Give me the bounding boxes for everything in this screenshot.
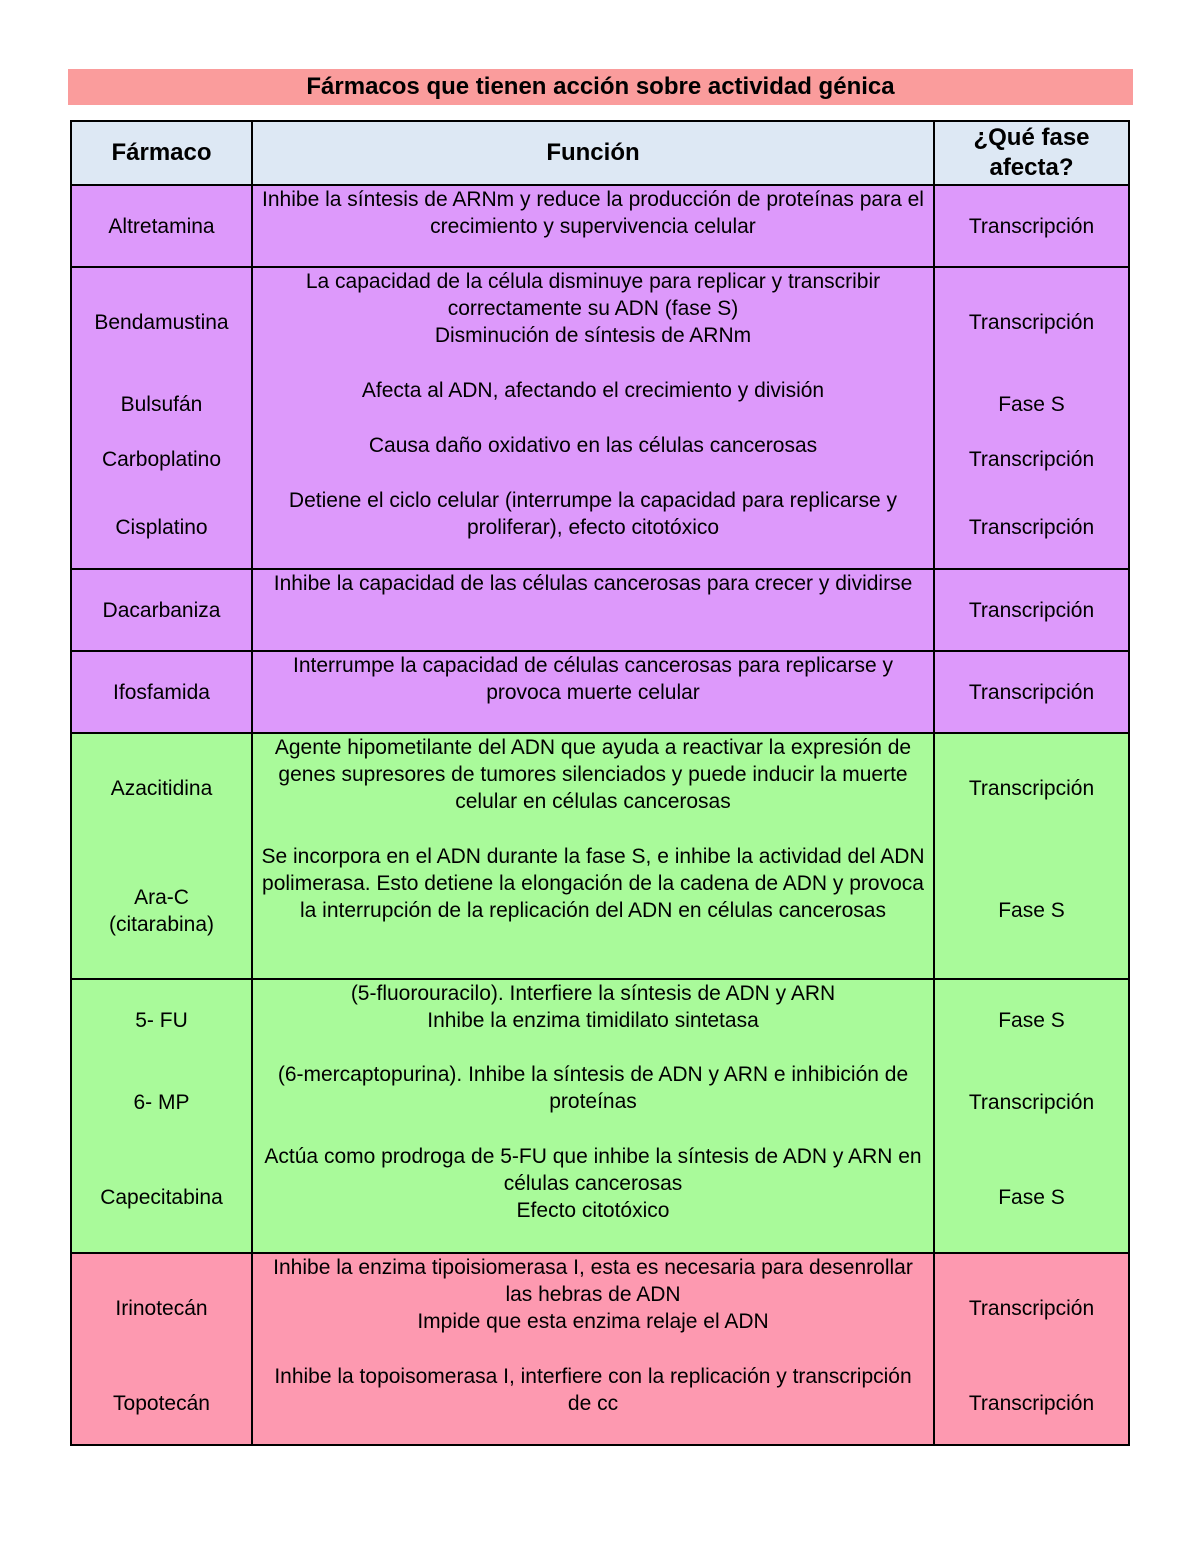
function-cell: Afecta al ADN, afectando el crecimiento y división: [252, 377, 934, 432]
drug-cell: Ifosfamida: [71, 651, 252, 733]
table-row: [71, 1143, 1129, 1253]
function-cell: Interrumpe la capacidad de células cancerosas para replicarse y provoca muerte celular: [252, 651, 934, 733]
function-cell: Agente hipometilante del ADN que ayuda a reactivar la expresión de genes supresores de tumores silenciados y puede inducir la muerte celular en células cancerosas: [252, 733, 934, 843]
drug-cell: 6- MP: [71, 1061, 252, 1143]
phase-cell: Fase S: [934, 377, 1129, 432]
drug-cell: Capecitabina: [71, 1143, 252, 1253]
table-row: [71, 1061, 1129, 1143]
table-row: [71, 979, 1129, 1061]
phase-cell: Transcripción: [934, 487, 1129, 569]
function-cell: La capacidad de la célula disminuye para replicar y transcribir correctamente su ADN (fase S) Disminución de síntesis de ARNm: [252, 267, 934, 377]
drug-cell: 5- FU: [71, 979, 252, 1061]
phase-cell: Transcripción: [934, 651, 1129, 733]
page-title: Fármacos que tienen acción sobre actividad génica: [68, 69, 1133, 105]
phase-cell: Fase S: [934, 843, 1129, 979]
function-cell: Inhibe la enzima tipoisiomerasa I, esta es necesaria para desenrollar las hebras de ADN Impide que esta enzima relaje el ADN: [252, 1253, 934, 1363]
function-cell: (6-mercaptopurina). Inhibe la síntesis de ADN y ARN e inhibición de proteínas: [252, 1061, 934, 1143]
function-cell: Actúa como prodroga de 5-FU que inhibe la síntesis de ADN y ARN en células cancerosas Efecto citotóxico: [252, 1143, 934, 1253]
drug-cell: Ara-C (citarabina): [71, 843, 252, 979]
phase-cell: Transcripción: [934, 432, 1129, 487]
phase-cell: Transcripción: [934, 569, 1129, 651]
table-row: [71, 487, 1129, 569]
header-phase: ¿Qué fase afecta?: [934, 121, 1129, 185]
phase-cell: Transcripción: [934, 267, 1129, 377]
phase-cell: Transcripción: [934, 733, 1129, 843]
drug-cell: Irinotecán: [71, 1253, 252, 1363]
table-row: [71, 267, 1129, 377]
table-row: [71, 569, 1129, 651]
table-row: [71, 432, 1129, 487]
table-row: [71, 185, 1129, 267]
table-row: [71, 377, 1129, 432]
function-cell: Inhibe la topoisomerasa I, interfiere con la replicación y transcripción de cc: [252, 1363, 934, 1445]
drug-cell: Dacarbaniza: [71, 569, 252, 651]
table-row: [71, 843, 1129, 979]
phase-cell: Fase S: [934, 1143, 1129, 1253]
function-cell: Se incorpora en el ADN durante la fase S, e inhibe la actividad del ADN polimerasa. Esto detiene la elongación de la cadena de ADN y provoca la interrupción de la replicación del ADN en células cancerosas: [252, 843, 934, 979]
drug-cell: Topotecán: [71, 1363, 252, 1445]
table-header-row: [71, 121, 1129, 185]
function-cell: Inhibe la capacidad de las células cancerosas para crecer y dividirse: [252, 569, 934, 651]
drug-cell: Altretamina: [71, 185, 252, 267]
drug-cell: Cisplatino: [71, 487, 252, 569]
function-cell: (5-fluorouracilo). Interfiere la síntesis de ADN y ARN Inhibe la enzima timidilato sintetasa: [252, 979, 934, 1061]
drug-cell: Carboplatino: [71, 432, 252, 487]
drug-cell: Bulsufán: [71, 377, 252, 432]
phase-cell: Transcripción: [934, 1061, 1129, 1143]
function-cell: Detiene el ciclo celular (interrumpe la capacidad para replicarse y proliferar), efecto citotóxico: [252, 487, 934, 569]
function-cell: Causa daño oxidativo en las células cancerosas: [252, 432, 934, 487]
drug-cell: Bendamustina: [71, 267, 252, 377]
table-row: [71, 733, 1129, 843]
table-row: [71, 1363, 1129, 1445]
drug-cell: Azacitidina: [71, 733, 252, 843]
phase-cell: Fase S: [934, 979, 1129, 1061]
table-row: [71, 1253, 1129, 1363]
phase-cell: Transcripción: [934, 1253, 1129, 1363]
header-function: Función: [252, 121, 934, 185]
drug-table: [70, 120, 1130, 1446]
header-drug: Fármaco: [71, 121, 252, 185]
function-cell: Inhibe la síntesis de ARNm y reduce la producción de proteínas para el crecimiento y supervivencia celular: [252, 185, 934, 267]
phase-cell: Transcripción: [934, 185, 1129, 267]
phase-cell: Transcripción: [934, 1363, 1129, 1445]
table-row: [71, 651, 1129, 733]
